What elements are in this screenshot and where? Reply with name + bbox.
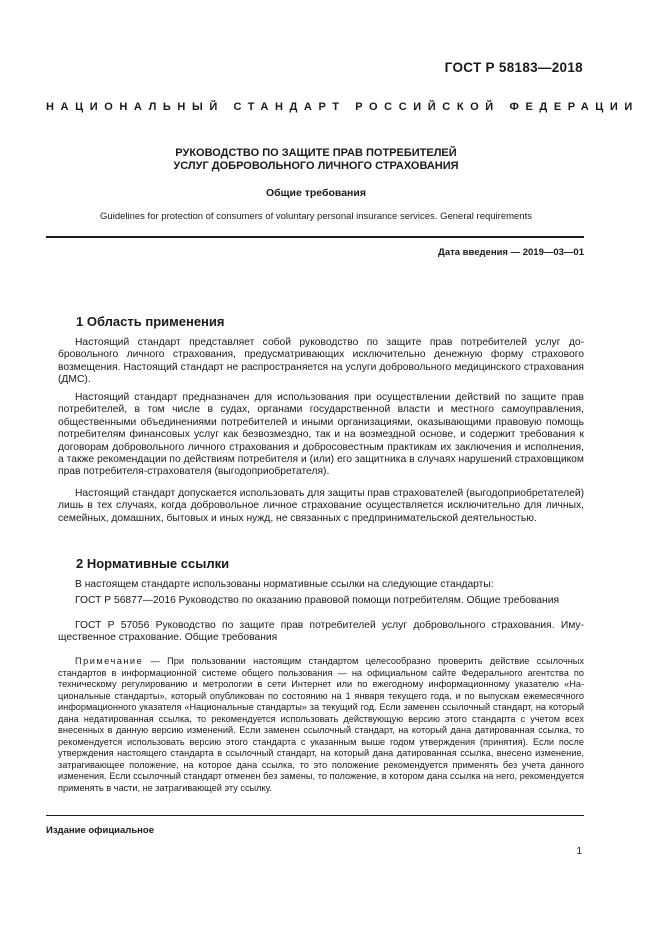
section-1-paragraph: Настоящий стандарт допускается использовать для защиты прав страхователей (выгодоприобретателей) лишь в тех случаях, когда добровольное личное страхование осуществляется исключительно для личных, семейных, домашних, бытовых и иных нужд, не связанных с предпринимательской деятельностью.	[58, 488, 584, 524]
document-subtitle: Общие требования	[266, 187, 366, 199]
note-text: — При пользовании настоящим стандартом целесообразно проверить действие ссылочных стандартов в информационной системе общего пользования — на официальном сайте Федерального агентства по техническому регулированию и метрологии в сети Интернет или по ежегодному информационному указателю «Национальные стандарты», который опубликован по состоянию на 1 января текущего года, и по выпускам ежемесячного информационного указателя «Национальные стандарты» за текущий год. Если заменен ссылочный стандарт, на который дана недатированная ссылка, то рекомендуется использовать действующую версию этого стандарта с учетом всех внесенных в данную версию изменений. Если заменен ссылочный стандарт, на который дана датированная ссылка, то рекомендуется использовать версию этого стандарта с указанным выше годом утверждения (принятия). Если после утверждения настоящего стандарта в ссылочный стандарт, на который дана датированная ссылка, внесено изменение, затрагивающее положение, на которое дана ссылка, то это положение рекомендуется применять без учета данного изменения. Если ссылочный стандарт отменен без замены, то положение, в котором дана ссылка на него, рекомендуется применять в части, не затрагивающей эту ссылку.	[58, 656, 584, 793]
section-1-paragraph: Настоящий стандарт предназначен для использования при осуществлении действий по защите прав потребителей, в том числе в судах, органами государственной власти и местного самоуправления, общественными объединениями потребителей и иными организациями, оказывающими правовую помощь потребителям финансовых услуг как безвозмездно, так и на возмездной основе, и содержит требования к договорам добровольного личного страхования и добросовестным практикам их заключения и исполнения, а также рекомендации по действиям потребителя и (или) его защитника в случаях нарушений страховщиком прав потребителя-страхователя (выгодоприобретателя).	[58, 392, 584, 478]
official-edition-label: Издание официальное	[46, 825, 154, 836]
gost-number: ГОСТ Р 58183—2018	[444, 60, 583, 75]
english-title: Guidelines for protection of consumers of voluntary personal insurance services. General requirements	[100, 211, 532, 222]
footer-divider	[46, 815, 584, 816]
section-1-paragraph: Настоящий стандарт представляет собой руководство по защите прав потребителей услуг добровольного личного страхования, предусматривающих исключительно денежную форму страхового возмещения. Настоящий стандарт не распространяется на услуги добровольного медицинского страхования (ДМС).	[58, 337, 584, 386]
title-divider	[46, 236, 584, 238]
title-line-1: РУКОВОДСТВО ПО ЗАЩИТЕ ПРАВ ПОТРЕБИТЕЛЕЙ	[175, 147, 457, 159]
document-title	[46, 147, 586, 173]
introduction-date: Дата введения — 2019—03—01	[438, 247, 584, 258]
note-label: Примечание	[75, 656, 144, 666]
section-2-paragraph: ГОСТ Р 56877—2016 Руководство по оказанию правовой помощи потребителям. Общие требования	[75, 595, 560, 606]
section-2-paragraph: ГОСТ Р 57056 Руководство по защите прав потребителей услуг добровольного страхования. Имущественное страхование. Общие требования	[58, 620, 584, 644]
section-1-heading: 1 Область применения	[76, 314, 225, 329]
section-2-paragraph: В настоящем стандарте использованы нормативные ссылки на следующие стандарты:	[75, 579, 494, 590]
national-standard-banner: НАЦИОНАЛЬНЫЙ СТАНДАРТ РОССИЙСКОЙ ФЕДЕРАЦИИ	[46, 101, 639, 113]
page-number: 1	[576, 846, 582, 857]
normative-note	[58, 656, 584, 794]
title-line-2: УСЛУГ ДОБРОВОЛЬНОГО ЛИЧНОГО СТРАХОВАНИЯ	[173, 160, 459, 172]
section-2-heading: 2 Нормативные ссылки	[76, 556, 230, 571]
